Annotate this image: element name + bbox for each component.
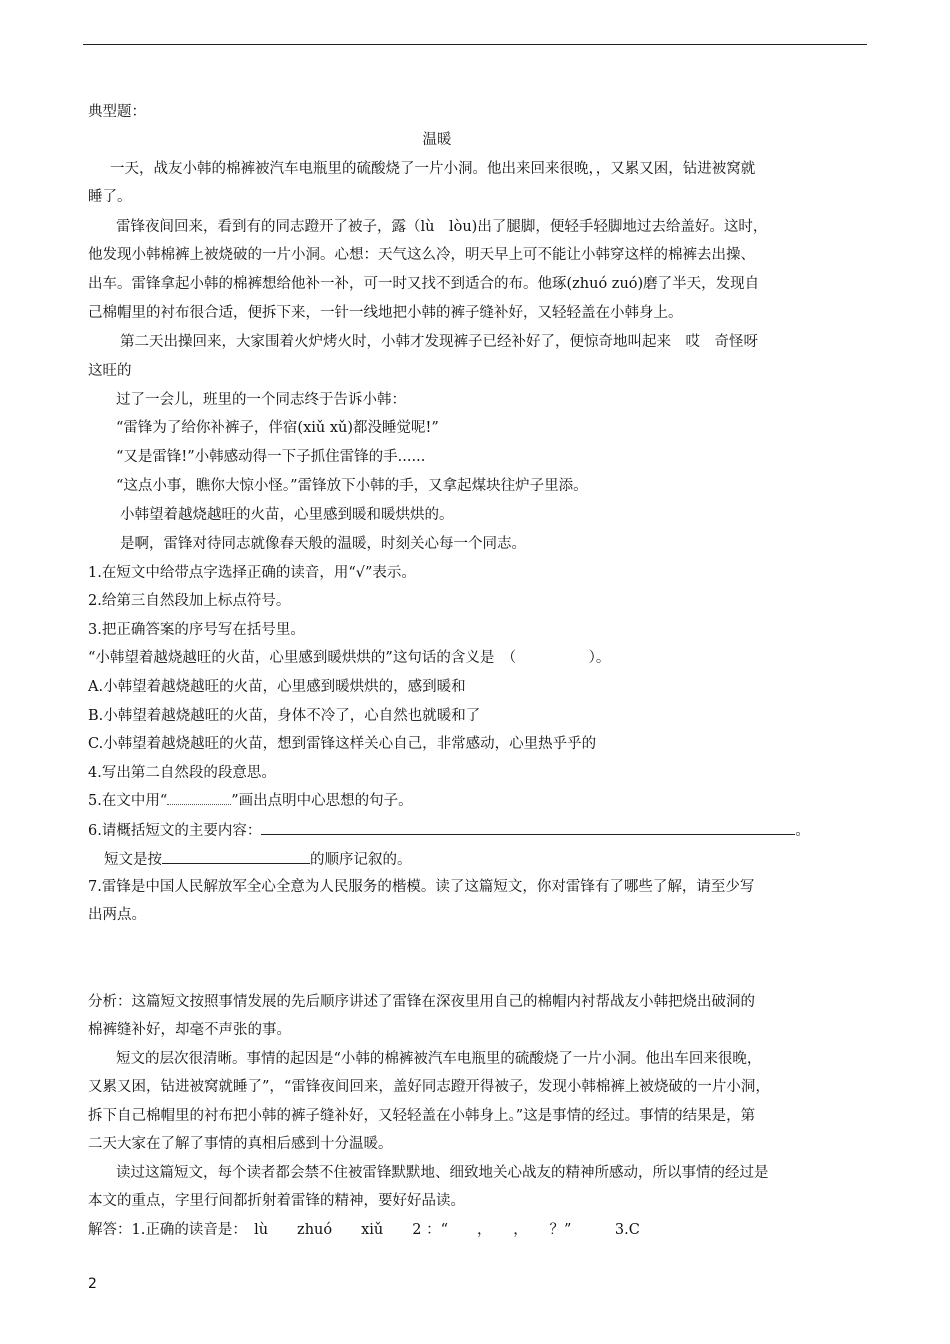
question-3-option-c: C.小韩望着越烧越旺的火苗，想到雷锋这样关心自己，非常感动，心里热乎乎的 — [88, 736, 597, 752]
question-5-suffix: ”画出点明中心思想的句子。 — [231, 793, 413, 809]
question-6b-prefix: 短文是按 — [104, 852, 162, 868]
question-3-option-b: B.小韩望着越烧越旺的火苗，身体不冷了，心自然也就暖和了 — [88, 708, 481, 724]
analysis-p2-line3: 拆下自己棉帽里的衬布把小韩的裤子缝补好，又轻轻盖在小韩身上。”这是事情的经过。事情的结果是，第 — [88, 1108, 756, 1124]
story-p3-line2: 这旺的 — [88, 363, 132, 379]
story-title: 温暖 — [422, 132, 452, 148]
story-p8: 小韩望着越烧越旺的火苗，心里感到暖和暖烘烘的。 — [120, 507, 454, 523]
question-6b-suffix: 的顺序记叙的。 — [310, 852, 412, 868]
story-p3-line1: 第二天出操回来，大家围着火炉烤火时，小韩才发现裤子已经补好了，便惊奇地叫起来 哎 奇怪呀 — [120, 334, 758, 350]
analysis-p1-line2: 棉裤缝补好，却毫不声张的事。 — [88, 1022, 291, 1038]
analysis-p3-line1: 读过这篇短文，每个读者都会禁不住被雷锋默默地、细致地关心战友的精神所感动，所以事情的经过是 — [116, 1165, 769, 1181]
analysis-p2-line2: 又累又困，钻进被窝就睡了”，“雷锋夜间回来，盖好同志蹬开得被子，发现小韩棉裤上被烧破的一片小洞， — [88, 1079, 770, 1095]
page-number: 2 — [88, 1276, 97, 1292]
story-p5: “雷锋为了给你补裤子，伴宿(xiǔ xǔ)都没睡觉呢!” — [116, 420, 439, 436]
story-p2-line4: 己棉帽里的衬布很合适，便拆下来，一针一线地把小韩的裤子缝补好，又轻轻盖在小韩身上。 — [88, 305, 683, 321]
analysis-p3-line2: 本文的重点，字里行间都折射着雷锋的精神，要好好品读。 — [88, 1193, 465, 1209]
question-7-line1: 7.雷锋是中国人民解放军全心全意为人民服务的楷模。读了这篇短文，你对雷锋有了哪些了解，请至少写 — [88, 879, 755, 895]
question-6 — [88, 820, 810, 841]
question-1: 1.在短文中给带点字选择正确的读音，用“√”表示。 — [88, 565, 416, 581]
story-p4: 过了一会儿，班里的一个同志终于告诉小韩： — [116, 392, 406, 408]
story-p1-line1: 一天，战友小韩的棉裤被汽车电瓶里的硫酸烧了一片小洞。他出来回来很晚，，又累又困，钻进被窝就 — [110, 161, 756, 177]
wavy-underline-sample — [167, 792, 231, 805]
question-6-label: 6.请概括短文的主要内容： — [88, 823, 262, 839]
question-7-line2: 出两点。 — [88, 907, 146, 923]
analysis-p1-line1: 分析：这篇短文按照事情发展的先后顺序讲述了雷锋在深夜里用自己的棉帽内衬帮战友小韩把烧出破洞的 — [88, 994, 755, 1010]
analysis-p2-line4: 二天大家在了解了事情的真相后感到十分温暖。 — [88, 1136, 393, 1152]
question-5-prefix: 5.在文中用“ — [88, 793, 168, 809]
question-2: 2.给第三自然段加上标点符号。 — [88, 593, 291, 609]
analysis-p2-line1: 短文的层次很清晰。事情的起因是“小韩的棉裤被汽车电瓶里的硫酸烧了一片小洞。他出车回来很晚， — [116, 1051, 762, 1067]
question-6b — [104, 849, 412, 870]
question-4: 4.写出第二自然段的段意思。 — [88, 765, 276, 781]
answer-line: 解答：1.正确的读音是： lù zhuó xiǔ 2 ：“ ， ， ？” 3.C — [88, 1222, 640, 1238]
answer-blank-summary[interactable] — [261, 820, 795, 835]
header-rule — [83, 44, 867, 45]
answer-blank-order[interactable] — [162, 849, 310, 864]
question-5 — [88, 791, 413, 811]
story-p2-line2: 他发现小韩棉裤上被烧破的一片小洞。心想：天气这么冷，明天早上可不能让小韩穿这样的棉裤去出操、 — [88, 247, 755, 263]
question-3: 3.把正确答案的序号写在括号里。 — [88, 622, 305, 638]
story-p7: “这点小事，瞧你大惊小怪。”雷锋放下小韩的手，又拿起煤块往炉子里添。 — [116, 478, 588, 494]
question-6-end: 。 — [795, 823, 810, 839]
story-p6: “又是雷锋!”小韩感动得一下子抓住雷锋的手...... — [116, 449, 426, 465]
story-p2-line1: 雷锋夜间回来，看到有的同志蹬开了被子，露（lù lòu)出了腿脚，便轻手轻脚地过去给盖好。这时， — [116, 219, 768, 235]
question-3-stem: “小韩望着越烧越旺的火苗，心里感到暖烘烘的”这句话的含义是 （ ）。 — [88, 650, 611, 666]
story-p1-line2: 睡了。 — [88, 189, 132, 205]
story-p2-line3: 出车。雷锋拿起小韩的棉裤想给他补一补，可一时又找不到适合的布。他琢(zhuó zuó)磨了半天，发现自 — [88, 276, 760, 292]
story-p9: 是啊，雷锋对待同志就像春天般的温暖，时刻关心每一个同志。 — [120, 536, 526, 552]
section-label: 典型题： — [88, 104, 146, 120]
question-3-option-a: A.小韩望着越烧越旺的火苗，心里感到暖烘烘的，感到暖和 — [88, 679, 466, 695]
